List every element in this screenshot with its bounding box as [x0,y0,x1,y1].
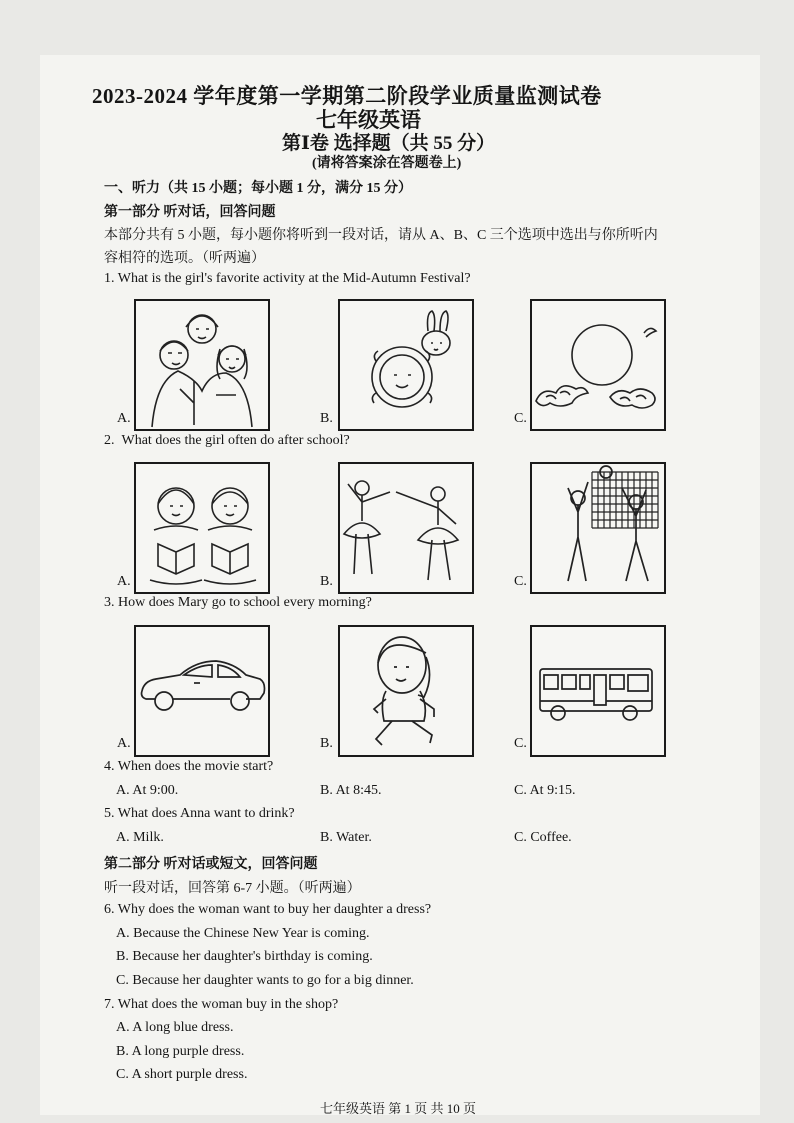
q6-option-a: A. Because the Chinese New Year is coming. [116,926,370,941]
q1-label-b: B. [320,411,333,426]
q3-picture-b-walking-girl [338,625,474,757]
q2-label-a: A. [117,574,131,589]
q7-option-b: B. A long purple dress. [116,1044,245,1059]
question-7: 7. What does the woman buy in the shop? [104,997,339,1012]
q3-label-a: A. [117,736,131,751]
q1-picture-c-moon-clouds [530,299,666,431]
q2-picture-b-ballet [338,462,474,594]
q2-picture-c-volleyball [530,462,666,594]
answer-note: (请将答案涂在答题卷上) [312,156,462,171]
part1-heading: 第一部分 听对话，回答问题 [104,205,276,220]
q2-picture-a-reading [134,462,270,594]
exam-subject: 七年级英语 [316,108,421,132]
question-4: 4. When does the movie start? [104,759,274,774]
q6-option-b: B. Because her daughter's birthday is coming. [116,949,373,964]
question-5: 5. What does Anna want to drink? [104,806,295,821]
q7-option-c: C. A short purple dress. [116,1067,248,1082]
exam-title: 2023-2024 学年度第一学期第二阶段学业质量监测试卷 [92,84,602,108]
q3-picture-a-car [134,625,270,757]
q4-option-a: A. At 9:00. [116,783,179,798]
q2-label-c: C. [514,574,527,589]
part1-instructions-line2: 容相符的选项。（听两遍） [104,251,265,266]
q7-option-a: A. A long blue dress. [116,1020,234,1035]
q5-option-a: A. Milk. [116,830,164,845]
listening-heading: 一、听力（共 15 小题；每小题 1 分，满分 15 分） [104,181,412,196]
q3-picture-c-bus [530,625,666,757]
question-6: 6. Why does the woman want to buy her daughter a dress? [104,902,432,917]
q5-option-c: C. Coffee. [514,830,572,845]
paper-section-title: 第Ⅰ卷 选择题（共 55 分） [282,133,496,154]
part1-instructions-line1: 本部分共有 5 小题，每小题你将听到一段对话，请从 A、B、C 三个选项中选出与你所听内 [104,228,658,243]
q3-label-b: B. [320,736,333,751]
question-3: 3. How does Mary go to school every morning? [104,595,372,610]
q3-label-c: C. [514,736,527,751]
q6-option-c: C. Because her daughter wants to go for a big dinner. [116,973,414,988]
question-1: 1. What is the girl's favorite activity at the Mid-Autumn Festival? [104,271,471,286]
q4-option-c: C. At 9:15. [514,783,576,798]
q1-label-a: A. [117,411,131,426]
q2-label-b: B. [320,574,333,589]
q4-option-b: B. At 8:45. [320,783,382,798]
part2-heading: 第二部分 听对话或短文，回答问题 [104,857,318,872]
q5-option-b: B. Water. [320,830,372,845]
part2-instructions: 听一段对话，回答第 6-7 小题。（听两遍） [104,881,361,896]
q1-picture-a-family [134,299,270,431]
page-footer: 七年级英语 第 1 页 共 10 页 [320,1101,477,1116]
q1-picture-b-mooncake-rabbit [338,299,474,431]
q1-label-c: C. [514,411,527,426]
question-2: 2. What does the girl often do after school? [104,433,350,448]
